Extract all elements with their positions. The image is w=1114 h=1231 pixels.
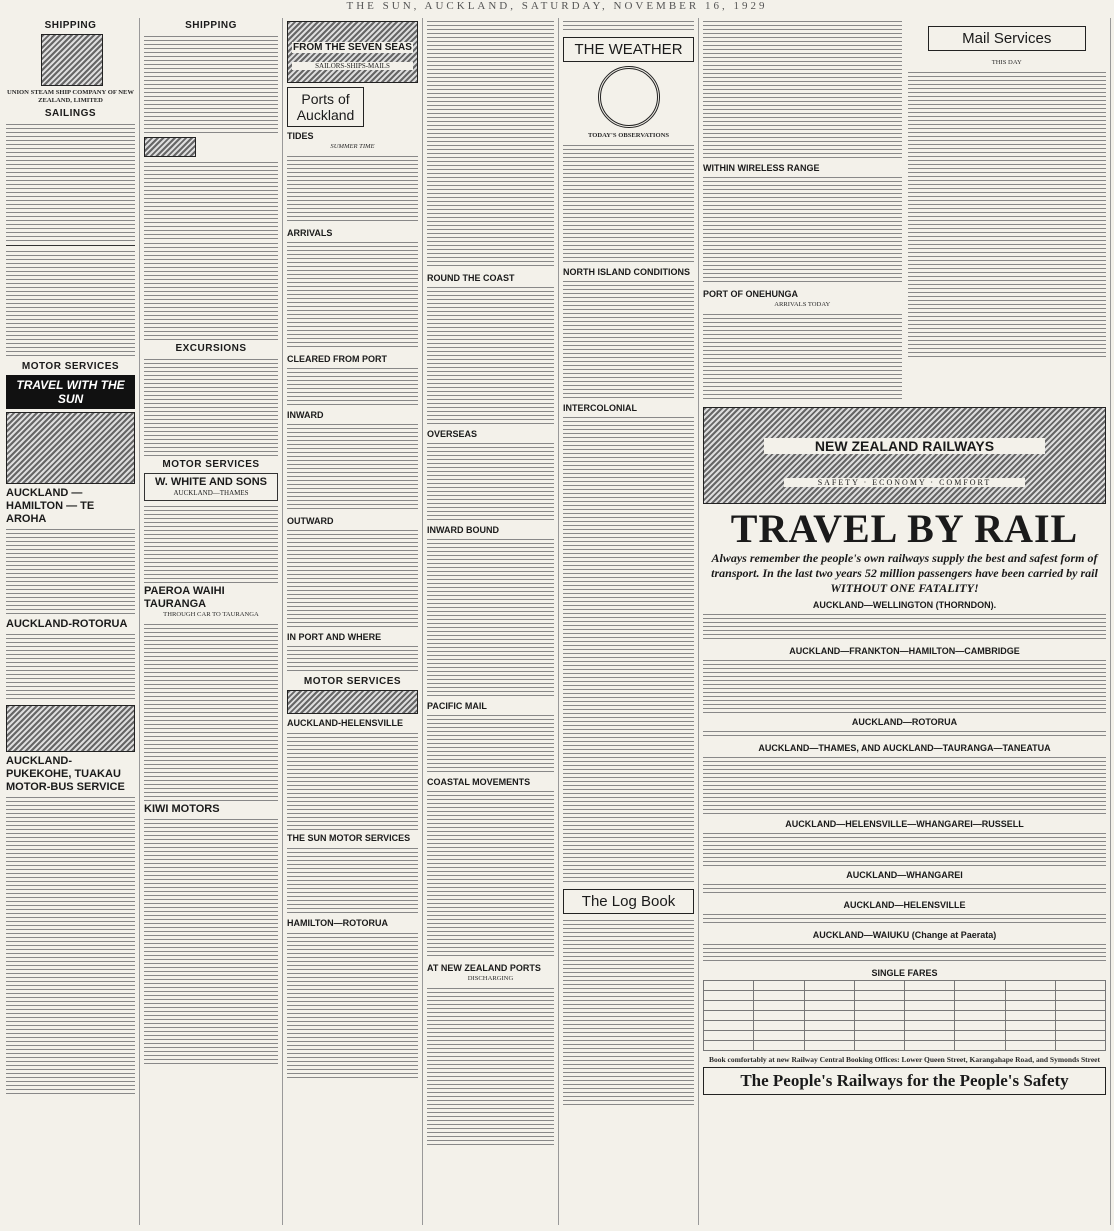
overseas-heading: OVERSEAS [427, 429, 478, 439]
outward-block [287, 528, 418, 628]
arrivals-block [287, 240, 418, 350]
round-coast-heading: ROUND THE COAST [427, 273, 515, 283]
shaw-savill-block [144, 241, 278, 341]
todays-observations-label: TODAY'S OBSERVATIONS [587, 132, 670, 139]
north-island-heading: NORTH ISLAND CONDITIONS [563, 267, 690, 278]
route-waiuku: AUCKLAND—WAIUKU (Change at Paerata) [812, 930, 997, 941]
column-shipping-2 [140, 18, 283, 1225]
discharging-label: DISCHARGING [467, 975, 514, 982]
timetable-wellington [703, 612, 1106, 642]
rail-logo-title: NEW ZEALAND RAILWAYS [764, 438, 1045, 454]
round-coast-block [427, 285, 554, 425]
this-day-label: THIS DAY [991, 59, 1022, 66]
column-mails-rail [699, 18, 1111, 1225]
excursions-heading: EXCURSIONS [175, 343, 247, 354]
rotorua-text-block [6, 632, 135, 702]
route-pukekohe: AUCKLAND-PUKEKOHE, TUAKAU MOTOR-BUS SERVICE [6, 755, 125, 794]
tides-table [287, 154, 418, 224]
w-white-title: W. WHITE AND SONS [154, 476, 268, 488]
peoples-railways-slogan: The People's Railways for the People's Safety [703, 1067, 1106, 1095]
shipping-ad-block [144, 34, 278, 134]
mails-right-block [908, 18, 1107, 403]
hamilton-rotorua-title: HAMILTON—ROTORUA [287, 918, 388, 929]
rail-slogan: Always remember the people's own railways supply the best and safest form of transport. In the last two years 52 million passengers have been carried by rail WITHOUT ONE FATALITY! [711, 551, 1098, 596]
timetable-rotorua [703, 729, 1106, 739]
rotorua-block [287, 931, 418, 1081]
bus-image [6, 705, 135, 752]
pacific-mail-heading: PACIFIC MAIL [427, 701, 487, 711]
route-cambridge: AUCKLAND—FRANKTON—HAMILTON—CAMBRIDGE [789, 646, 1020, 657]
pukekohe-text-block [6, 795, 135, 1095]
thames-timetable [144, 504, 278, 584]
route-whangarei: AUCKLAND—WHANGAREI [846, 870, 963, 881]
company-name: UNION STEAM SHIP COMPANY OF NEW ZEALAND, LIMITED [6, 89, 135, 105]
in-port-block [287, 644, 418, 674]
timetable-helensville [703, 912, 1106, 926]
overseas-block [427, 441, 554, 521]
arrivals-heading: ARRIVALS [287, 228, 333, 239]
travel-with-the-sun-banner: TRAVEL WITH THE SUN [6, 375, 135, 409]
cleared-block [287, 366, 418, 406]
coastal-heading: COASTAL MOVEMENTS [427, 777, 531, 787]
route-wellington: AUCKLAND—WELLINGTON (THORNDON). [812, 600, 997, 611]
ports-of-auckland-title: Ports of Auckland [287, 87, 364, 127]
inward-heading: INWARD [287, 410, 324, 421]
rail-logo-subtitle: SAFETY · ECONOMY · COMFORT [784, 478, 1025, 487]
tauranga-text-block [144, 622, 278, 802]
timetable-russell [703, 831, 1106, 866]
motor-services-heading-2: MOTOR SERVICES [162, 459, 260, 470]
route-russell: AUCKLAND—HELENSVILLE—WHANGAREI—RUSSELL [785, 819, 1024, 830]
column-shipping-1 [2, 18, 140, 1225]
timetable-thames [703, 755, 1106, 815]
fares-table [703, 980, 1106, 1051]
wharf-listings [427, 19, 554, 269]
pacific-block [427, 713, 554, 773]
car-image-helensville [287, 690, 418, 714]
steamer-image [144, 137, 196, 157]
nz-railways-emblem [703, 407, 1106, 504]
news-block-left [703, 19, 902, 159]
route-hamilton-te-aroha: AUCKLAND — HAMILTON — TE AROHA [6, 487, 95, 526]
booking-offices-note: Book comfortably at new Railway Central Booking Offices: Lower Queen Street, Karangahape Road, and Symonds Street [708, 1055, 1101, 1065]
section-heading-shipping-2: SHIPPING [185, 20, 237, 31]
motor-car-image [6, 412, 135, 484]
route-text-block [6, 527, 135, 617]
wireless-block [703, 175, 902, 285]
route-helensville: AUCKLAND—HELENSVILLE [843, 900, 966, 911]
outward-heading: OUTWARD [287, 516, 334, 527]
single-fares-heading: SINGLE FARES [871, 968, 938, 979]
route-rotorua: AUCKLAND-ROTORUA [6, 618, 128, 631]
inward-block [287, 422, 418, 512]
column-ports [283, 18, 423, 1225]
intercolonial-block [563, 415, 694, 885]
w-white-ad [144, 473, 278, 501]
log-book-block [563, 918, 694, 1108]
sun-motor-block [287, 846, 418, 916]
auckland-thames-title: AUCKLAND—THAMES [173, 489, 249, 497]
ferry-text-block [144, 160, 278, 240]
shipping-listings-block [6, 249, 135, 359]
conditions-table [563, 279, 694, 399]
paeroa-title: PAEROA WAIHI TAURANGA [144, 585, 225, 610]
cleared-heading: CLEARED FROM PORT [287, 354, 387, 365]
travel-by-rail-heading: TRAVEL BY RAIL [730, 506, 1079, 552]
within-wireless-heading: WITHIN WIRELESS RANGE [703, 163, 820, 173]
discharging-block [427, 986, 554, 1146]
tauranga-title: THROUGH CAR TO TAURANGA [163, 611, 259, 618]
mail-services-block [908, 70, 1107, 360]
barometer-dial-icon [598, 66, 660, 128]
mail-services-title: Mail Services [928, 26, 1087, 51]
motor-services-heading: MOTOR SERVICES [21, 361, 120, 373]
flag-emblem-image [41, 34, 103, 86]
helensville-block [287, 731, 418, 831]
onehunga-block [703, 312, 902, 402]
continued-text [563, 19, 694, 33]
onehunga-heading: PORT OF ONEHUNGA [703, 289, 799, 299]
masthead: THE SUN, AUCKLAND, SATURDAY, NOVEMBER 16, 1929 [346, 0, 768, 12]
log-book-title: The Log Book [563, 889, 694, 914]
intercolonial-heading: INTERCOLONIAL [563, 403, 637, 414]
timetable-cambridge [703, 658, 1106, 713]
tides-heading: TIDES [287, 131, 314, 141]
weather-title: THE WEATHER [563, 37, 694, 62]
motor-services-heading-3: MOTOR SERVICES [303, 676, 402, 688]
kiwi-text-block [144, 817, 278, 1067]
sailings-heading: SAILINGS [44, 108, 97, 120]
coastal-block [427, 789, 554, 959]
excursions-block [144, 357, 278, 457]
sun-motor-title: THE SUN MOTOR SERVICES [287, 833, 411, 844]
kiwi-motors-title: KIWI MOTORS [144, 803, 220, 816]
seven-seas-title: FROM THE SEVEN SEAS [293, 42, 412, 53]
route-rotorua: AUCKLAND—ROTORUA [851, 717, 958, 728]
column-weather [559, 18, 699, 1225]
observations-block [563, 143, 694, 263]
helensville-title: AUCKLAND-HELENSVILLE [287, 718, 403, 729]
arrivals-today-label: ARRIVALS TODAY [774, 301, 831, 308]
timetable-waiuku [703, 942, 1106, 964]
nz-ports-heading: AT NEW ZEALAND PORTS [427, 963, 541, 973]
in-port-heading: IN PORT AND WHERE [287, 632, 382, 643]
seven-seas-subtitle: SAILORS-SHIPS-MAILS [292, 62, 413, 70]
inward-bound-block [427, 537, 554, 697]
column-coast [423, 18, 559, 1225]
summer-time-label: SUMMER TIME [330, 143, 375, 150]
mails-left-block [703, 18, 902, 403]
timetable-whangarei [703, 882, 1106, 896]
seven-seas-banner-image [287, 21, 418, 83]
inward-bound-heading: INWARD BOUND [427, 525, 499, 535]
route-thames-tauranga: AUCKLAND—THAMES, AND AUCKLAND—TAURANGA—TANEATUA [758, 743, 1051, 754]
section-heading-shipping: SHIPPING [44, 20, 97, 31]
sailings-text-block [6, 122, 135, 242]
